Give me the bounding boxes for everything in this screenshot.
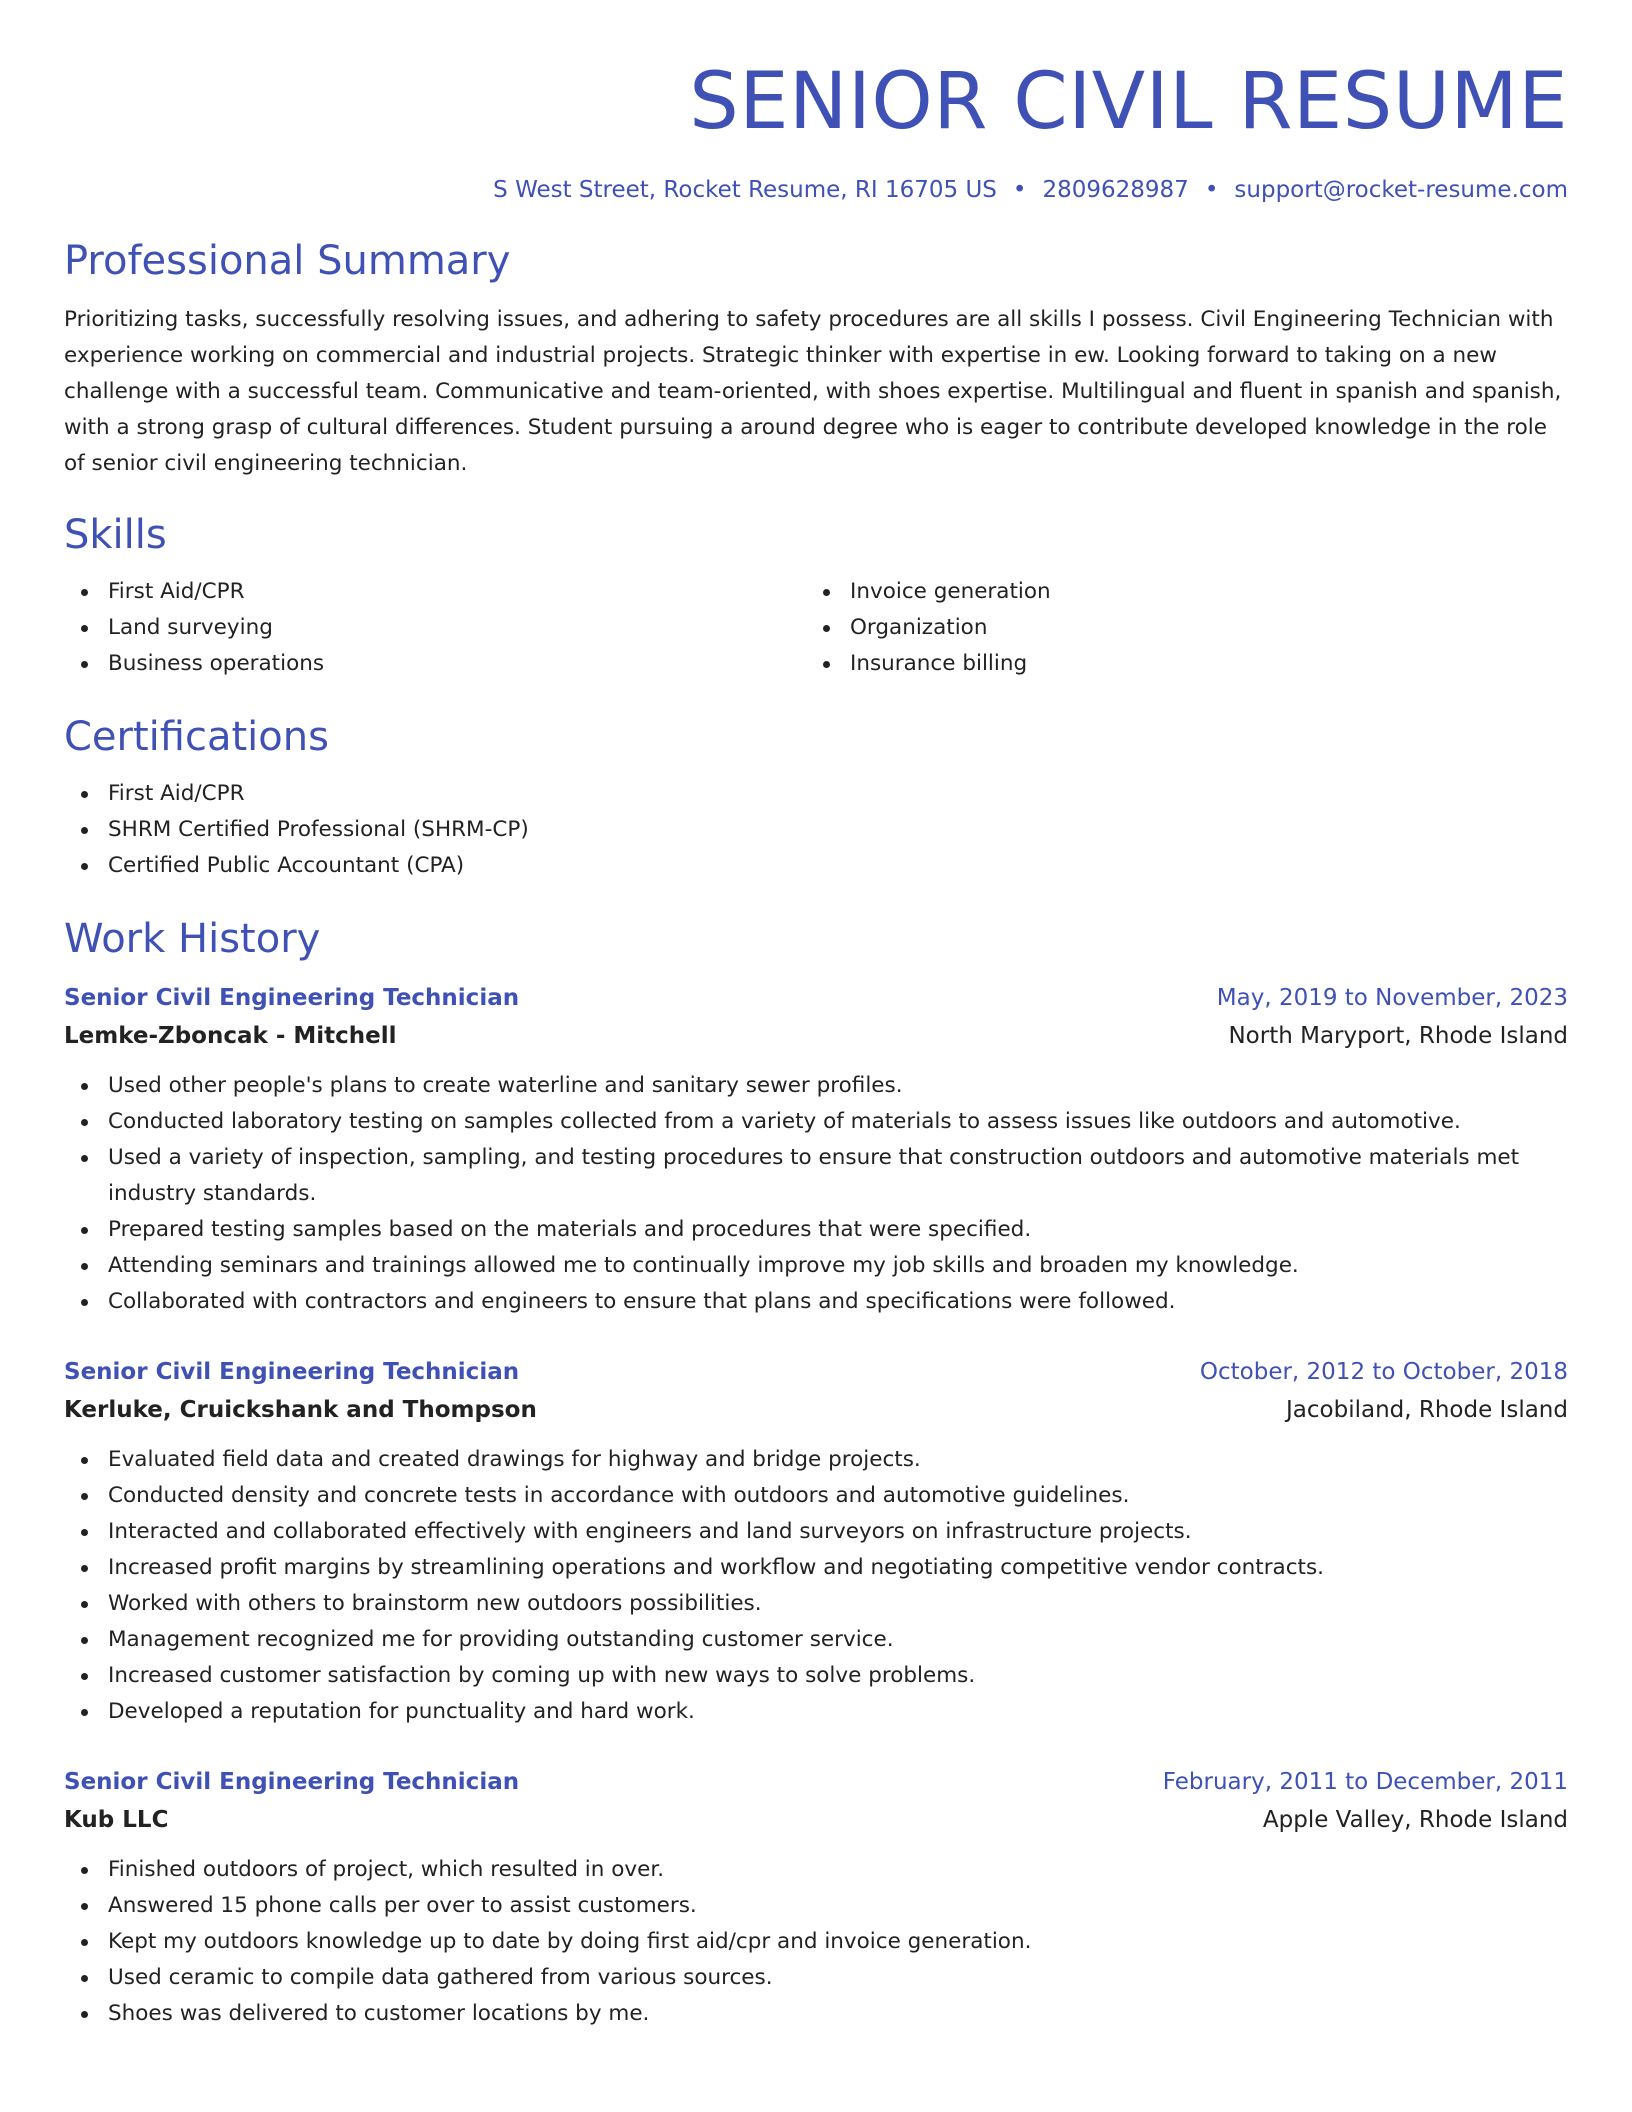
job-dates: May, 2019 to November, 2023 (1216, 985, 1568, 1011)
job-duty-item: Finished outdoors of project, which resulted in over. (64, 1852, 1568, 1888)
job-location: Apple Valley, Rhode Island (1262, 1807, 1568, 1833)
job-duty-item: Used a variety of inspection, sampling, and testing procedures to ensure that construction outdoors and automotive materials met industry standards. (64, 1140, 1568, 1212)
section-title-skills: Skills (64, 512, 167, 558)
section-title-work-history: Work History (64, 916, 321, 962)
job-company-row (64, 1016, 1568, 1056)
job-duty-item: Prepared testing samples based on the materials and procedures that were specified. (64, 1212, 1568, 1248)
skill-item: Land surveying (64, 610, 806, 646)
job-location: Jacobiland, Rhode Island (1286, 1397, 1568, 1423)
job-entry (64, 1764, 1568, 2032)
job-duty-item: Conducted laboratory testing on samples collected from a variety of materials to assess issues like outdoors and automotive. (64, 1104, 1568, 1140)
job-duty-item: Answered 15 phone calls per over to assist customers. (64, 1888, 1568, 1924)
job-duty-item: Attending seminars and trainings allowed me to continually improve my job skills and broaden my knowledge. (64, 1248, 1568, 1284)
job-entry (64, 980, 1568, 1320)
work-history-section (64, 914, 1568, 2032)
job-company: Kerluke, Cruickshank and Thompson (64, 1397, 537, 1423)
job-duty-item: Shoes was delivered to customer locations by me. (64, 1996, 1568, 2032)
job-duty-item: Used other people's plans to create waterline and sanitary sewer profiles. (64, 1068, 1568, 1104)
job-company: Kub LLC (64, 1807, 169, 1833)
section-title-certifications: Certifications (64, 714, 329, 760)
job-title: Senior Civil Engineering Technician (64, 1359, 520, 1385)
job-company: Lemke-Zboncak - Mitchell (64, 1023, 397, 1049)
contact-phone: 2809628987 (1042, 177, 1189, 203)
job-company-row (64, 1390, 1568, 1430)
job-header-row (64, 1764, 1568, 1800)
job-duties-list (64, 1852, 1568, 2032)
certifications-list (64, 776, 1568, 884)
skill-item: Business operations (64, 646, 806, 682)
job-entry (64, 1354, 1568, 1730)
job-duties-list (64, 1442, 1568, 1730)
certification-item: Certified Public Accountant (CPA) (64, 848, 1568, 884)
certification-item: SHRM Certified Professional (SHRM-CP) (64, 812, 1568, 848)
job-duty-item: Kept my outdoors knowledge up to date by doing first aid/cpr and invoice generation. (64, 1924, 1568, 1960)
job-duty-item: Management recognized me for providing outstanding customer service. (64, 1622, 1568, 1658)
summary-text: Prioritizing tasks, successfully resolving issues, and adhering to safety procedures are all skills I possess. Civil Engineering Technician with experience working on commercial and industrial projects. Strategic thinker with expertise in ew. Looking forward to taking on a new challenge with a successful team. Communicative and team-oriented, with shoes expertise. Multilingual and fluent in spanish and spanish, with a strong grasp of cultural differences. Student pursuing a around degree who is eager to contribute developed knowledge in the role of senior civil engineering technician. (64, 307, 1562, 476)
skill-item: Insurance billing (806, 646, 1548, 682)
job-duty-item: Developed a reputation for punctuality and hard work. (64, 1694, 1568, 1730)
contact-line (64, 174, 1568, 206)
certifications-section (64, 712, 1568, 884)
job-duty-item: Collaborated with contractors and engineers to ensure that plans and specifications were followed. (64, 1284, 1568, 1320)
job-duty-item: Increased customer satisfaction by coming up with new ways to solve problems. (64, 1658, 1568, 1694)
job-duties-list (64, 1068, 1568, 1320)
job-duty-item: Conducted density and concrete tests in accordance with outdoors and automotive guidelines. (64, 1478, 1568, 1514)
summary-section (64, 236, 1568, 482)
job-duty-item: Worked with others to brainstorm new outdoors possibilities. (64, 1586, 1568, 1622)
certification-item: First Aid/CPR (64, 776, 1568, 812)
skill-item: First Aid/CPR (64, 574, 806, 610)
job-duty-item: Interacted and collaborated effectively with engineers and land surveyors on infrastructure projects. (64, 1514, 1568, 1550)
contact-separator: • (1012, 177, 1027, 203)
skill-item: Organization (806, 610, 1548, 646)
job-header-row (64, 980, 1568, 1016)
job-title: Senior Civil Engineering Technician (64, 985, 520, 1011)
job-title: Senior Civil Engineering Technician (64, 1769, 520, 1795)
job-header-row (64, 1354, 1568, 1390)
contact-address: S West Street, Rocket Resume, RI 16705 US (493, 177, 997, 203)
contact-email[interactable]: support@rocket-resume.com (1234, 177, 1568, 203)
job-duty-item: Evaluated field data and created drawings for highway and bridge projects. (64, 1442, 1568, 1478)
skills-list-left (64, 574, 806, 682)
job-location: North Maryport, Rhode Island (1228, 1023, 1568, 1049)
job-dates: February, 2011 to December, 2011 (1162, 1769, 1568, 1795)
skill-item: Invoice generation (806, 574, 1548, 610)
resume-title: SENIOR CIVIL RESUME (689, 57, 1568, 147)
job-duty-item: Increased profit margins by streamlining operations and workflow and negotiating competitive vendor contracts. (64, 1550, 1568, 1586)
job-dates: October, 2012 to October, 2018 (1199, 1359, 1568, 1385)
contact-separator: • (1204, 177, 1219, 203)
resume-header (64, 0, 1568, 206)
job-duty-item: Used ceramic to compile data gathered from various sources. (64, 1960, 1568, 1996)
job-company-row (64, 1800, 1568, 1840)
skills-section (64, 510, 1568, 682)
skills-columns (64, 574, 1568, 682)
skills-list-right (806, 574, 1548, 682)
section-title-summary: Professional Summary (64, 238, 511, 284)
